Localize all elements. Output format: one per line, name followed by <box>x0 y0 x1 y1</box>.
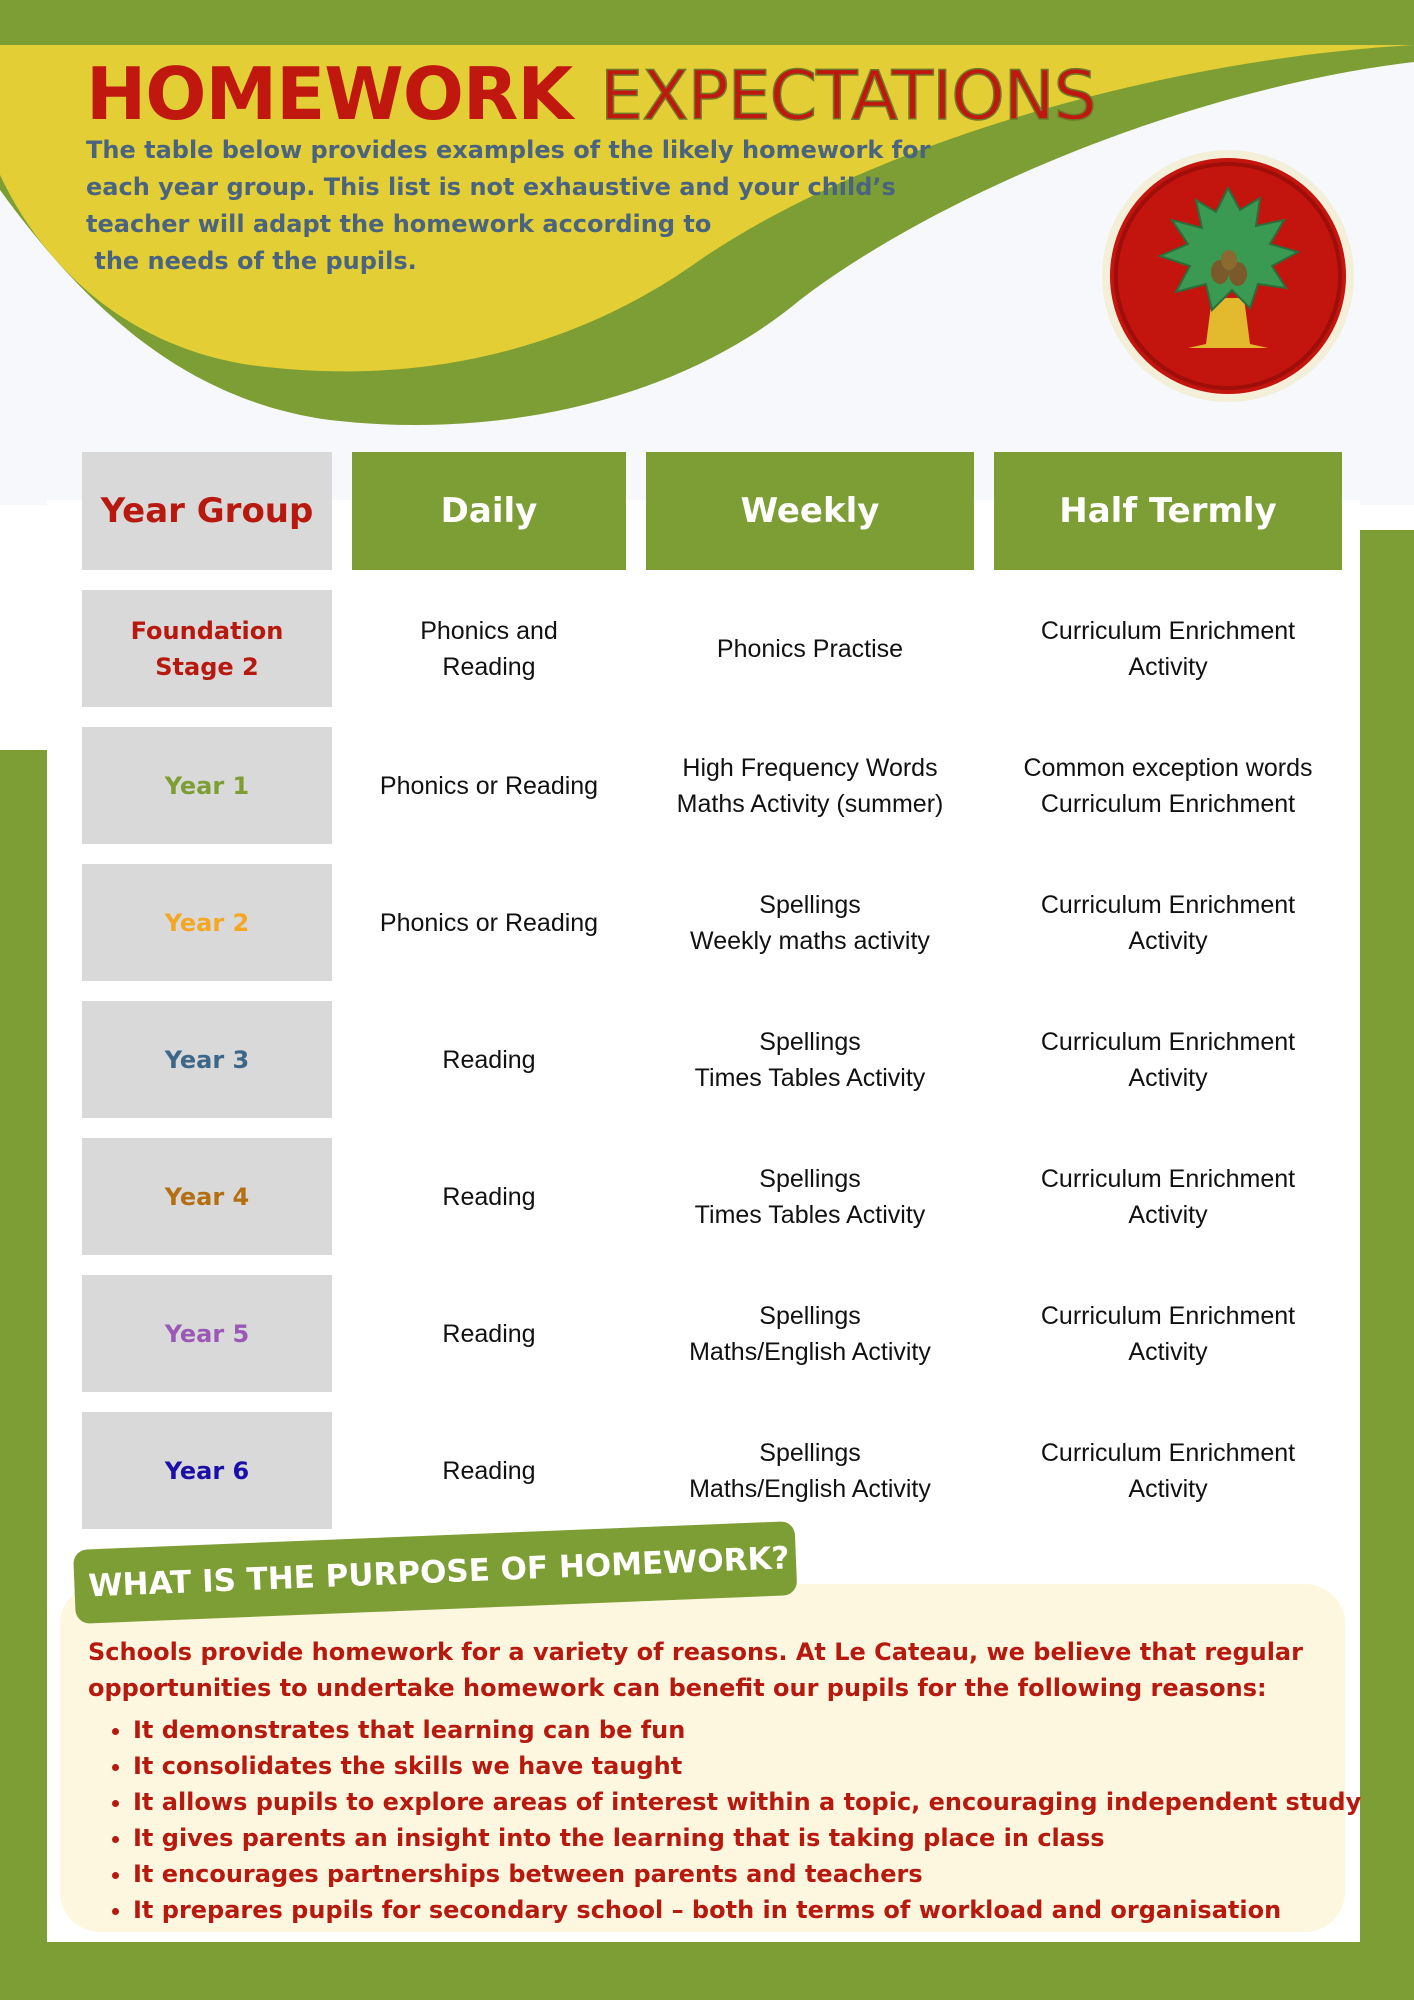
table-row <box>82 1138 1342 1255</box>
table-row <box>82 1275 1342 1392</box>
year-group-cell: Year 3 <box>82 1001 332 1118</box>
header-year-group: Year Group <box>82 452 332 570</box>
half-termly-cell: Curriculum Enrichment Activity <box>1040 1164 1296 1229</box>
weekly-cell: Spellings Times Tables Activity <box>694 1164 926 1229</box>
daily-cell: Reading <box>442 1319 536 1348</box>
purpose-bullet: • It demonstrates that learning can be fun <box>133 1712 1348 1748</box>
daily-cell: Reading <box>442 1456 536 1485</box>
weekly-cell: Spellings Maths/English Activity <box>689 1301 931 1366</box>
intro-line: The table below provides examples of the likely homework for <box>86 136 931 164</box>
table-row <box>82 1412 1342 1529</box>
weekly-cell: Spellings Maths/English Activity <box>689 1438 931 1503</box>
half-termly-cell: Curriculum Enrichment Activity <box>1040 616 1296 681</box>
school-logo <box>1100 148 1356 404</box>
table-body <box>82 590 1342 1529</box>
homework-table <box>62 432 1362 1549</box>
daily-cell: Phonics or Reading <box>379 771 599 800</box>
year-group-cell: Year 6 <box>82 1412 332 1529</box>
year-group-cell: Year 4 <box>82 1138 332 1255</box>
purpose-intro-line: Schools provide homework for a variety of reasons. At Le Cateau, we believe that regular <box>88 1638 1303 1666</box>
half-termly-cell: Common exception words Curriculum Enrichment <box>1023 753 1313 818</box>
year-group-cell: Foundation Stage 2 <box>82 590 332 707</box>
half-termly-cell: Curriculum Enrichment Activity <box>1040 1301 1296 1366</box>
purpose-heading: WHAT IS THE PURPOSE OF HOMEWORK? <box>73 1521 797 1624</box>
table-row <box>82 864 1342 981</box>
daily-cell: Phonics and Reading <box>420 616 558 681</box>
purpose-bullet: • It prepares pupils for secondary school – both in terms of workload and organisation <box>133 1892 1348 1928</box>
purpose-bullet: • It encourages partnerships between parents and teachers <box>133 1856 1348 1892</box>
intro-line: the needs of the pupils. <box>86 247 417 275</box>
year-group-cell: Year 1 <box>82 727 332 844</box>
half-termly-cell: Curriculum Enrichment Activity <box>1040 890 1296 955</box>
purpose-bullet: • It allows pupils to explore areas of interest within a topic, encouraging independent study <box>133 1784 1348 1820</box>
title-expectations: EXPECTATIONS <box>600 57 1096 136</box>
year-group-cell: Year 5 <box>82 1275 332 1392</box>
weekly-cell: Spellings Weekly maths activity <box>690 890 930 955</box>
header-half-termly: Half Termly <box>994 452 1342 570</box>
daily-cell: Reading <box>442 1182 536 1211</box>
header-weekly: Weekly <box>646 452 974 570</box>
weekly-cell: High Frequency Words Maths Activity (summer) <box>676 753 944 818</box>
purpose-bullet: • It gives parents an insight into the learning that is taking place in class <box>133 1820 1348 1856</box>
weekly-cell: Phonics Practise <box>716 634 904 663</box>
intro-line: each year group. This list is not exhaustive and your child’s <box>86 173 896 201</box>
table-header-row <box>82 452 1342 570</box>
table-row <box>82 1001 1342 1118</box>
table-row <box>82 590 1342 707</box>
daily-cell: Phonics or Reading <box>379 908 599 937</box>
weekly-cell: Spellings Times Tables Activity <box>694 1027 926 1092</box>
title-homework: HOMEWORK <box>86 52 573 136</box>
purpose-text <box>88 1634 1362 1928</box>
intro-paragraph <box>86 132 966 280</box>
page-title <box>86 52 1096 136</box>
purpose-bullet: • It consolidates the skills we have taught <box>133 1748 1348 1784</box>
table-row <box>82 727 1342 844</box>
purpose-intro-line: opportunities to undertake homework can benefit our pupils for the following reasons: <box>88 1674 1267 1702</box>
half-termly-cell: Curriculum Enrichment Activity <box>1040 1438 1296 1503</box>
daily-cell: Reading <box>442 1045 536 1074</box>
year-group-cell: Year 2 <box>82 864 332 981</box>
intro-line: teacher will adapt the homework according to <box>86 210 712 238</box>
half-termly-cell: Curriculum Enrichment Activity <box>1040 1027 1296 1092</box>
purpose-bullets <box>88 1712 1362 1928</box>
header-daily: Daily <box>352 452 626 570</box>
